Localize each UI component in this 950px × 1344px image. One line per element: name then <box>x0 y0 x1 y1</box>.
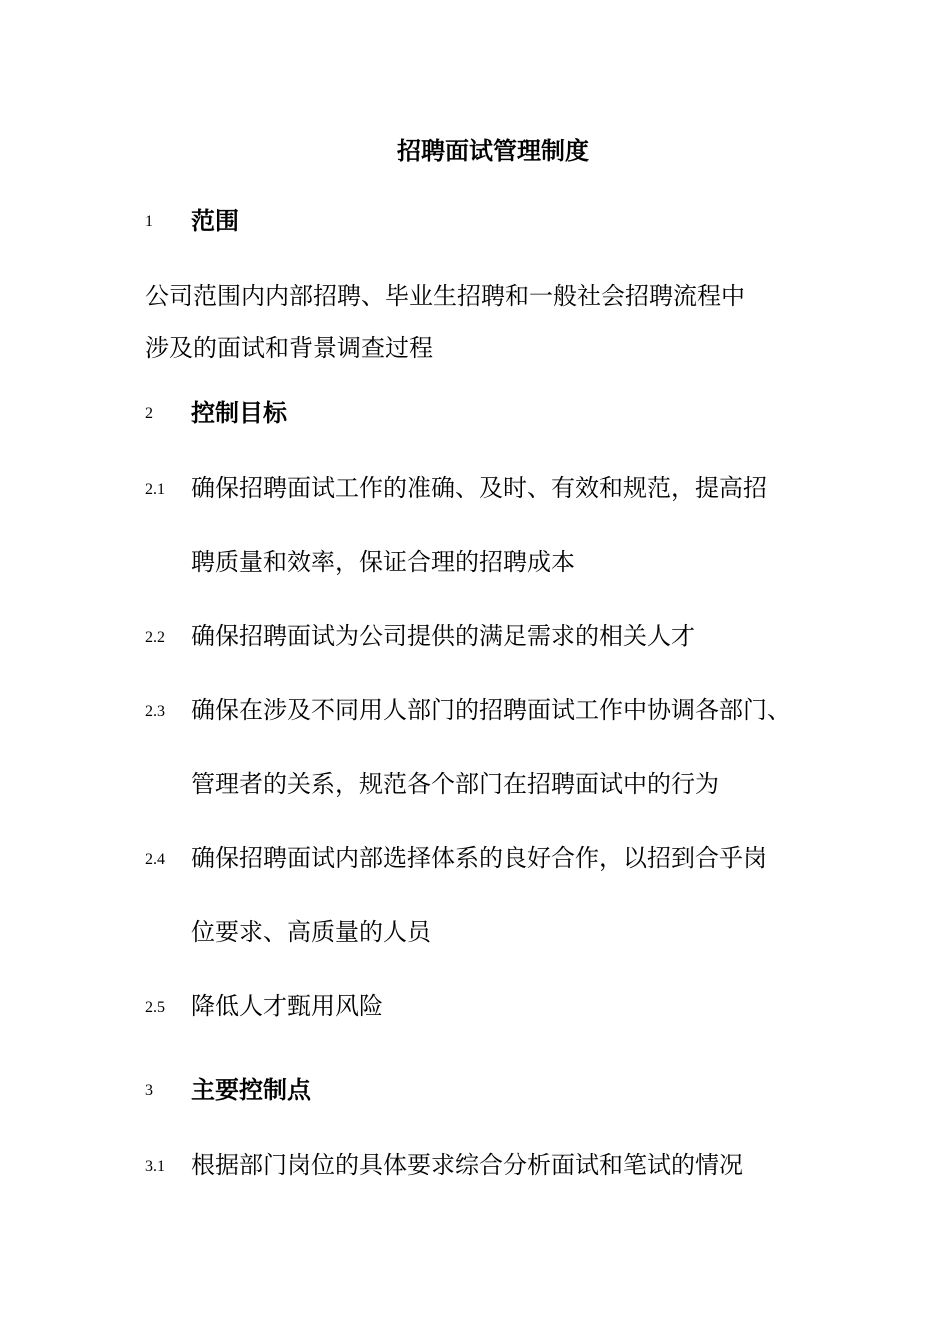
item-number: 2.1 <box>145 481 165 498</box>
item-text-line: 根据部门岗位的具体要求综合分析面试和笔试的情况 <box>191 1151 743 1179</box>
item-number: 3.1 <box>145 1158 165 1175</box>
item-text-line: 确保招聘面试为公司提供的满足需求的相关人才 <box>191 622 695 650</box>
section-number: 2 <box>145 405 153 422</box>
section-number: 1 <box>145 213 153 230</box>
item-number: 2.4 <box>145 851 165 868</box>
section-paragraph <box>145 270 825 374</box>
document-title: 招聘面试管理制度 <box>397 137 589 165</box>
paragraph-line: 公司范围内内部招聘、毕业生招聘和一般社会招聘流程中 <box>145 282 745 310</box>
section-number: 3 <box>145 1082 153 1099</box>
item-text-line: 确保招聘面试内部选择体系的良好合作，以招到合乎岗 <box>191 844 767 872</box>
item-text-line: 管理者的关系，规范各个部门在招聘面试中的行为 <box>191 770 719 798</box>
section-title: 范围 <box>191 207 239 235</box>
paragraph-line: 涉及的面试和背景调查过程 <box>145 334 433 362</box>
item-number: 2.3 <box>145 703 165 720</box>
item-text-line: 确保在涉及不同用人部门的招聘面试工作中协调各部门、 <box>191 696 791 724</box>
item-text-line: 聘质量和效率，保证合理的招聘成本 <box>191 548 575 576</box>
item-text-line: 确保招聘面试工作的准确、及时、有效和规范，提高招 <box>191 474 767 502</box>
section-title: 控制目标 <box>191 399 287 427</box>
item-text-line: 降低人才甄用风险 <box>191 992 383 1020</box>
section-title: 主要控制点 <box>191 1076 311 1104</box>
item-number: 2.5 <box>145 999 165 1016</box>
item-text-line: 位要求、高质量的人员 <box>191 918 431 946</box>
item-number: 2.2 <box>145 629 165 646</box>
